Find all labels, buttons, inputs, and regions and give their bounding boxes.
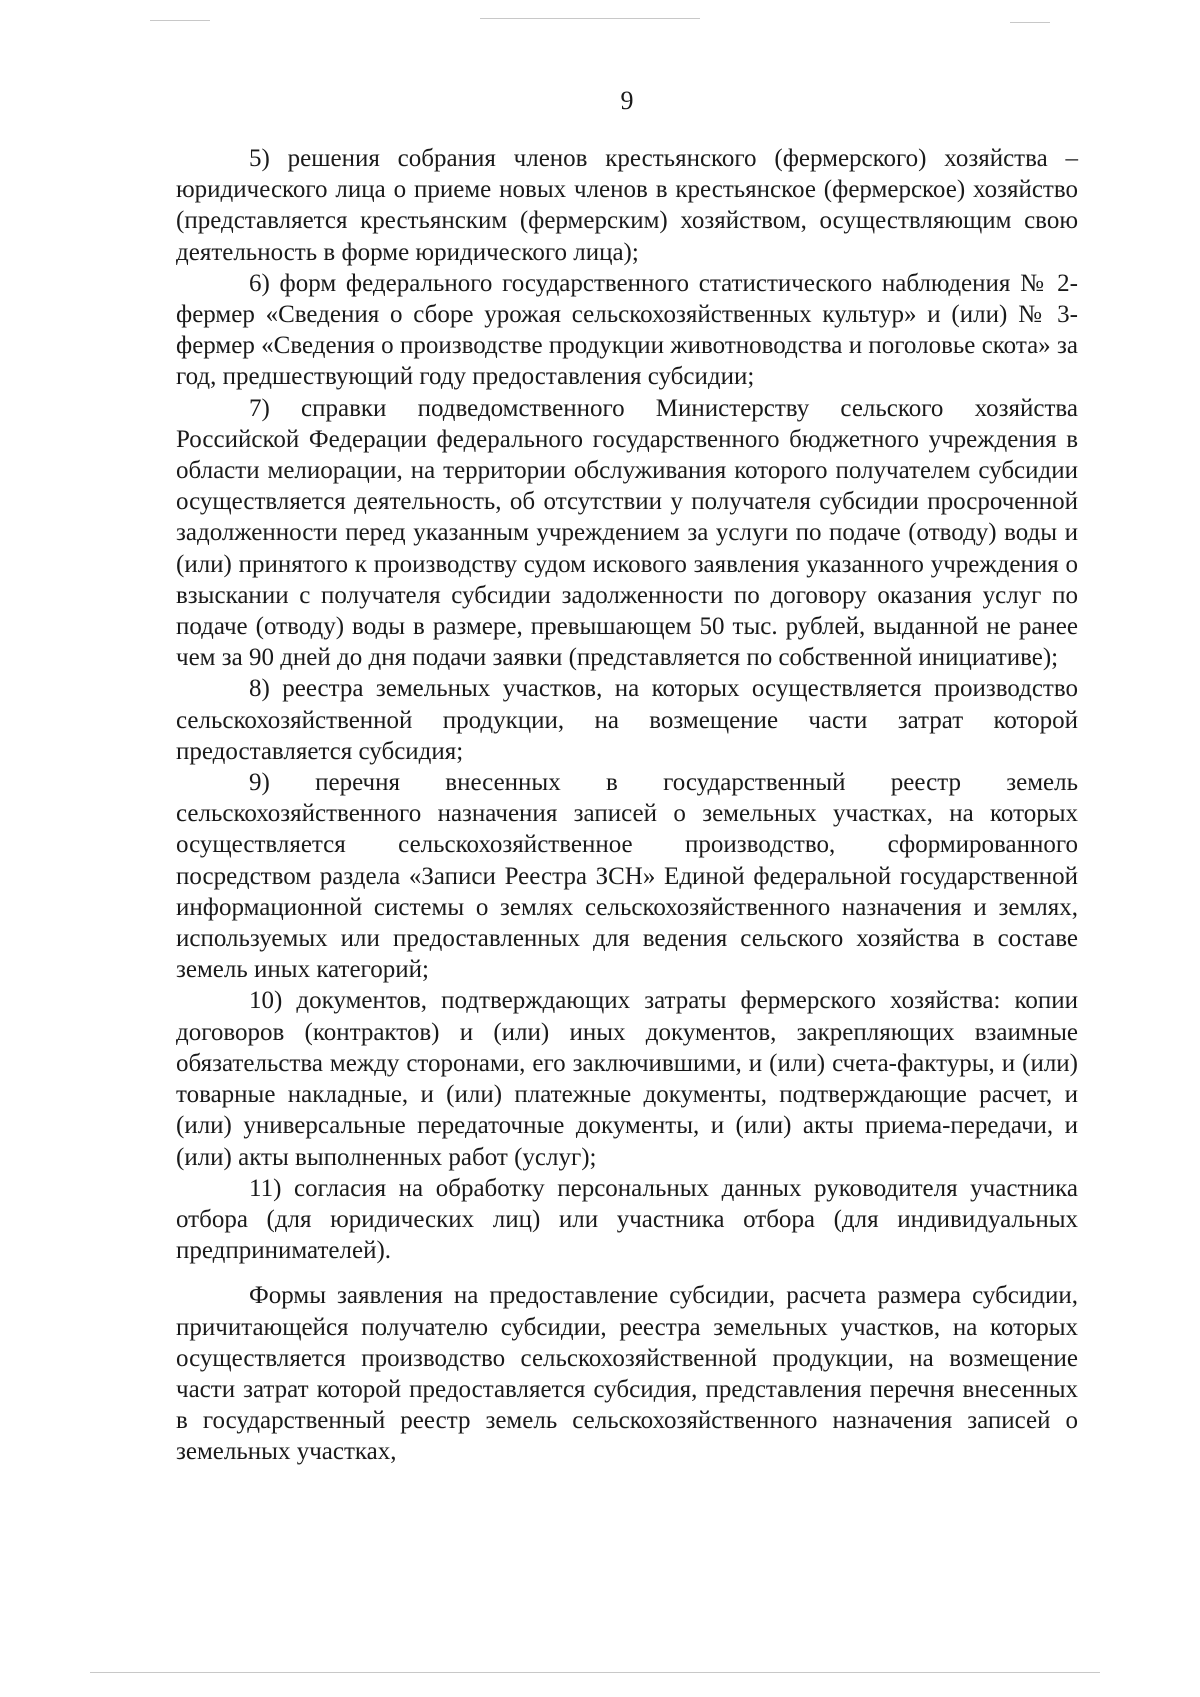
page-number: 9 [620,86,634,115]
list-item-11: 11) согласия на обработку персональных данных руководителя участника отбора (для юридических лиц) или участника отбора (для индивидуальных предпринимателей). [176,1174,1078,1265]
list-item-8: 8) реестра земельных участков, на которых осуществляется производство сельскохозяйственной продукции, на возмещение части затрат которой предоставляется субсидия; [176,675,1078,765]
forms-paragraph: Формы заявления на предоставление субсидии, расчета размера субсидии, причитающейся получателю субсидии, реестра земельных участков, на которых осуществляется производство сельскохозяйственной продукции, на возмещение части затрат которой предоставляется субсидия, представления перечня внесенных в государственный реестр земель сельскохозяйственного назначения записей о земельных участках, [176,1282,1078,1466]
document-body [176,143,1078,1468]
list-item-6: 6) форм федерального государственного статистического наблюдения № 2-фермер «Сведения о сборе урожая сельскохозяйственных культур» и (или) № 3-фермер «Сведения о производстве продукции животноводства и поголовье скота» за год, предшествующий году предоставления субсидии; [176,269,1078,391]
list-item-10: 10) документов, подтверждающих затраты фермерского хозяйства: копии договоров (контрактов) и (или) иных документов, закрепляющих взаимные обязательства между сторонами, его заключившими, и (или) счета-фактуры, и (или) товарные накладные, и (или) платежные документы, подтверждающие расчет, и (или) универсальные передаточные документы, и (или) акты приема-передачи, и (или) акты выполненных работ (услуг); [176,987,1078,1171]
list-item-9: 9) перечня внесенных в государственный реестр земель сельскохозяйственного назначения записей о земельных участках, на которых осуществляется сельскохозяйственное производство, сформированного посредством раздела «Записи Реестра ЗСН» Единой федеральной государственной информационной системы о землях сельскохозяйственного назначения и землях, используемых или предоставленных для ведения сельского хозяйства в составе земель иных категорий; [176,769,1078,984]
scan-artifact [1010,22,1050,23]
list-item-5: 5) решения собрания членов крестьянского (фермерского) хозяйства – юридического лица о приеме новых членов в крестьянское (фермерское) хозяйство (представляется крестьянским (фермерским) хозяйством, осуществляющим свою деятельность в форме юридического лица); [176,145,1078,266]
scan-artifact [150,20,210,21]
scan-artifact [90,1672,1100,1673]
list-item-7: 7) справки подведомственного Министерству сельского хозяйства Российской Федерации федерального государственного бюджетного учреждения в области мелиорации, на территории обслуживания которого получателем субсидии осуществляется деятельность, об отсутствии у получателя субсидии просроченной задолженности перед указанным учреждением за услуги по подаче (отводу) воды и (или) принятого к производству судом искового заявления указанного учреждения о взыскании с получателя субсидии задолженности по договору оказания услуг по подаче (отводу) воды в размере, превышающем 50 тыс. рублей, выданной не ранее чем за 90 дней до дня подачи заявки (представляется по собственной инициативе); [176,394,1078,672]
scan-artifact [480,18,700,19]
